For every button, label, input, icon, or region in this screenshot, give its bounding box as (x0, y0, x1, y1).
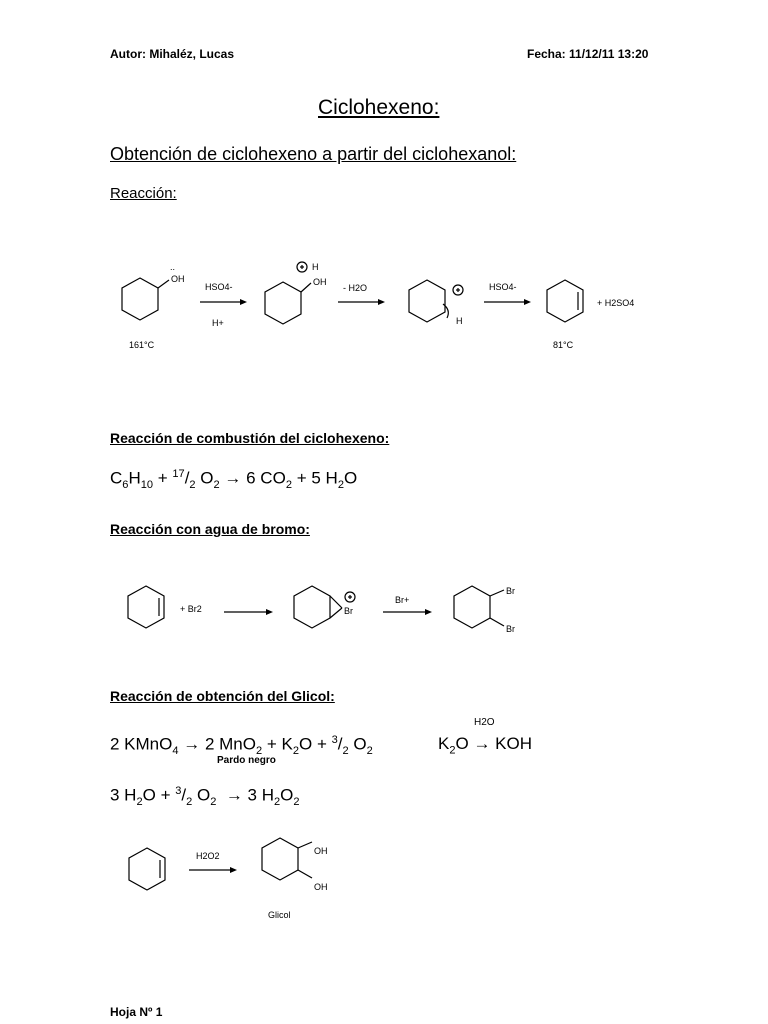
date-label: Fecha: 11/12/11 13:20 (527, 47, 649, 61)
h-label-protonated: H (312, 262, 319, 272)
bp-label-2: 81°C (553, 340, 574, 350)
glycol-ring (262, 838, 312, 880)
h2o-small-label: H2O (474, 717, 495, 728)
h2o2-equation: 3 $H_2O + ^3/_2$ $O_2 \to 3$ $H_2O_2$ (110, 785, 300, 809)
plus-br2-label: + Br2 (180, 604, 202, 614)
glycol-heading: Reacción de obtención del Glicol: (110, 688, 335, 704)
minus-h2o-label: - H2O (343, 283, 368, 293)
h2so4-label: + H2SO4 (597, 298, 635, 308)
oh-label-1: OH (171, 274, 185, 284)
section-subtitle: Obtención de ciclohexeno a partir del ciclohexanol: (110, 144, 517, 164)
author-label: Autor: Mihaléz, Lucas (110, 47, 235, 61)
oh-label-a: OH (314, 846, 328, 856)
combustion-equation: $C_6H_{10} + ^{17}/_2$ $O_2 \to 6$ $CO_2 + 5$ $H_2O$ (110, 468, 358, 492)
kmno4-equation: 2 KMnO$_4$ → 2 $MnO_2 + K_2O + ^3/_2$ $O_2$ (110, 734, 373, 758)
glicol-label: Glicol (268, 910, 291, 920)
h2o2-label: H2O2 (196, 851, 220, 861)
bp-label-1: 161°C (129, 340, 155, 350)
oh-label-b: OH (314, 882, 328, 892)
h-plus-label: H+ (212, 318, 224, 328)
reaction-heading: Reacción: (110, 185, 177, 202)
hso4-label-2: HSO4- (489, 282, 517, 292)
k2o-equation: $K_2O$ → KOH (438, 734, 533, 757)
pardo-negro-label: Pardo negro (217, 755, 276, 766)
cyclohexene-ring-3 (129, 848, 165, 890)
combustion-heading: Reacción de combustión del ciclohexeno: (110, 430, 390, 446)
br-label-b: Br (506, 624, 515, 634)
bromine-heading: Reacción con agua de bromo: (110, 521, 310, 537)
svg-text:..: .. (170, 262, 176, 272)
oh-label-2: OH (313, 277, 327, 287)
br-label-1: Br (344, 606, 353, 616)
page-title: Ciclohexeno: (318, 96, 440, 119)
h-side-label: H (456, 316, 463, 326)
br-label-a: Br (506, 586, 515, 596)
page-number: Hoja Nº 1 (110, 1005, 163, 1019)
hso4-label-1: HSO4- (205, 282, 233, 292)
br-plus-label: Br+ (395, 595, 410, 605)
